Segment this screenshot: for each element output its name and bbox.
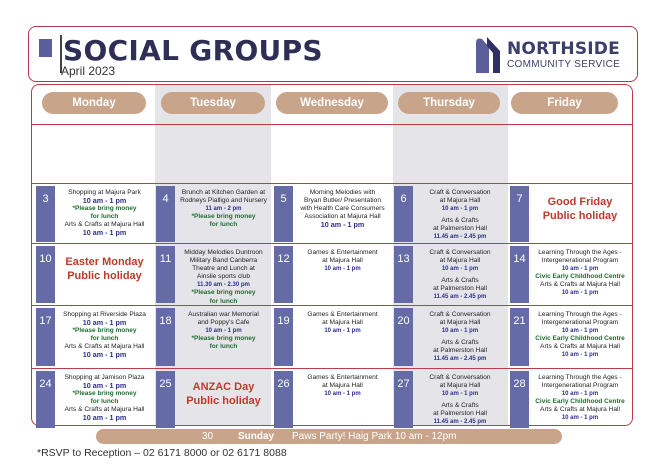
calendar-cell-friday xyxy=(510,308,630,366)
holiday-label: Public holiday xyxy=(67,270,142,282)
calendar-cell-wednesday xyxy=(274,246,391,303)
day-header-wednesday: Wednesday xyxy=(276,92,388,114)
event-line: for lunch xyxy=(90,398,119,406)
date-number: 27 xyxy=(394,371,413,428)
event-line: Shopping at Jamison Plaza xyxy=(64,374,145,381)
event-line: 10 am - 1 pm xyxy=(324,328,361,335)
rsvp-note: *RSVP to Reception – 02 6171 8000 or 02 6171 8088 xyxy=(37,447,287,459)
calendar-cell-thursday xyxy=(394,246,506,303)
cell-content xyxy=(414,246,506,303)
cell-content xyxy=(414,308,506,366)
calendar-cell-thursday xyxy=(394,186,506,242)
event-line: Learning Through the Ages - xyxy=(538,374,622,381)
logo-line-1: NORTHSIDE xyxy=(507,39,620,59)
event-line: Arts & Crafts at Majura Hall xyxy=(64,406,145,414)
date-number: 10 xyxy=(36,246,55,303)
event-line: Arts & Crafts xyxy=(441,277,479,285)
event-line: 10 am - 1 pm xyxy=(561,415,599,422)
event-line: Theatre and Lunch at xyxy=(192,265,255,273)
cell-content xyxy=(56,246,153,303)
event-line: Craft & Conversation xyxy=(429,311,491,318)
event-line: 10 am - 1 pm xyxy=(561,290,599,297)
logo-line-2: COMMUNITY SERVICE xyxy=(507,59,621,70)
event-line: at Palmerston Hall xyxy=(433,285,487,293)
event-line: Arts & Crafts at Majura Hall xyxy=(540,281,620,289)
cell-content xyxy=(414,186,506,242)
event-line: *Please bring money xyxy=(72,390,137,398)
cell-content xyxy=(176,186,271,242)
date-number: 12 xyxy=(274,246,293,303)
event-line: 10 am - 1 pm xyxy=(320,220,365,230)
event-line: at Majura Hall xyxy=(439,257,481,265)
event-line: Rodneys Pialligo and Nursery xyxy=(180,197,267,205)
event-line: Civic Early Childhood Centre xyxy=(535,273,625,281)
event-line: 10 am - 1 pm xyxy=(441,266,479,273)
cell-content xyxy=(414,371,506,428)
event-line: Civic Early Childhood Centre xyxy=(535,398,625,406)
holiday-label: Public holiday xyxy=(542,210,618,222)
cell-content xyxy=(294,371,391,428)
divider-week-4 xyxy=(31,368,633,369)
event-line: at Palmerston Hall xyxy=(433,225,487,233)
event-line: 10 am - 1 pm xyxy=(441,391,479,398)
event-line: for lunch xyxy=(209,221,238,229)
event-line: 11.45 am - 2.45 pm xyxy=(433,234,487,241)
calendar-cell-monday xyxy=(36,186,153,242)
date-number: 3 xyxy=(36,186,55,242)
event-line: Intergenerational Program xyxy=(541,319,619,327)
event-line: *Please bring money xyxy=(191,335,256,343)
event-line: Brunch at Kitchen Garden at xyxy=(181,189,266,196)
page-title: SOCIAL GROUPS xyxy=(63,34,323,67)
event-line: 10 am - 1 pm xyxy=(561,391,599,398)
event-line: Arts & Crafts at Majura Hall xyxy=(540,343,620,351)
event-line: Craft & Conversation xyxy=(429,189,491,196)
event-line: Games & Entertainment xyxy=(307,249,378,256)
calendar-cell-thursday xyxy=(394,371,506,428)
date-number: 26 xyxy=(274,371,293,428)
cell-content xyxy=(294,308,391,366)
event-line: for lunch xyxy=(90,213,119,221)
date-number: 18 xyxy=(156,308,175,366)
calendar-cell-tuesday xyxy=(156,186,271,242)
event-line: 10 am - 1 pm xyxy=(82,318,127,328)
cell-content xyxy=(294,246,391,303)
event-line: 11.45 am - 2.45 pm xyxy=(433,419,487,426)
cell-content xyxy=(56,186,153,242)
calendar-cell-tuesday xyxy=(156,371,271,428)
event-line: 10 am - 1 pm xyxy=(205,328,242,335)
event-line: for lunch xyxy=(90,335,119,343)
date-number: 7 xyxy=(510,186,529,242)
event-line: at Majura Hall xyxy=(322,382,363,390)
cell-content xyxy=(530,186,630,242)
event-line: Intergenerational Program xyxy=(541,257,619,265)
event-line: 10 am - 1 pm xyxy=(82,381,127,391)
cell-content xyxy=(56,371,153,428)
event-line: 10 am - 1 pm xyxy=(324,266,361,273)
calendar-cell-tuesday xyxy=(156,246,271,303)
event-line: 10 am - 1 pm xyxy=(82,413,127,423)
event-line: 10 am - 1 pm xyxy=(324,391,361,398)
date-number: 20 xyxy=(394,308,413,366)
date-number: 13 xyxy=(394,246,413,303)
title-square-icon xyxy=(39,39,52,57)
calendar-cell-friday xyxy=(510,186,630,242)
cell-content xyxy=(56,308,153,366)
date-number: 5 xyxy=(274,186,293,242)
event-line: 10 am - 1 pm xyxy=(561,328,599,335)
divider-week-3 xyxy=(31,305,633,306)
event-line: 11.45 am - 2.45 pm xyxy=(433,356,487,363)
day-header-thursday: Thursday xyxy=(398,92,500,114)
date-number: 21 xyxy=(510,308,529,366)
northside-logo-icon xyxy=(473,35,503,75)
calendar-cell-monday xyxy=(36,371,153,428)
event-line: Arts & Crafts at Majura Hall xyxy=(64,343,145,351)
holiday-label: ANZAC Day xyxy=(192,381,255,393)
event-line: Craft & Conversation xyxy=(429,249,491,256)
event-line: *Please bring money xyxy=(72,205,137,213)
event-line: at Majura Hall xyxy=(439,319,481,327)
cell-content xyxy=(530,371,630,428)
event-line: for lunch xyxy=(209,297,238,305)
sunday-date: 30 xyxy=(202,431,214,442)
calendar-cell-friday xyxy=(510,371,630,428)
event-line: at Palmerston Hall xyxy=(433,347,487,355)
event-line: Craft & Conversation xyxy=(429,374,491,381)
event-line: Arts & Crafts xyxy=(441,402,479,410)
sunday-event: Paws Party! Haig Park 10 am - 12pm xyxy=(292,431,457,442)
date-number: 6 xyxy=(394,186,413,242)
event-line: *Please bring money xyxy=(191,213,256,221)
date-number: 24 xyxy=(36,371,55,428)
divider-header xyxy=(31,124,633,125)
event-line: Games & Entertainment xyxy=(307,311,378,318)
date-number: 25 xyxy=(156,371,175,428)
day-header-monday: Monday xyxy=(42,92,146,114)
calendar-cell-monday xyxy=(36,246,153,303)
date-number: 19 xyxy=(274,308,293,366)
event-line: at Majura Hall xyxy=(439,197,481,205)
event-line: 10 am - 1 pm xyxy=(441,328,479,335)
calendar-cell-wednesday xyxy=(274,186,391,242)
event-line: 10 am - 1 pm xyxy=(82,228,127,238)
divider-week-1 xyxy=(31,183,633,184)
holiday-label: Public holiday xyxy=(186,395,261,407)
event-line: at Majura Hall xyxy=(439,382,481,390)
event-line: 10 am - 1 pm xyxy=(82,350,127,360)
event-line: Arts & Crafts xyxy=(441,339,479,347)
event-line: Morning Melodies with xyxy=(309,189,376,196)
page-subtitle: April 2023 xyxy=(61,64,116,78)
cell-content xyxy=(176,371,271,428)
event-line: and Poppy's Cafe xyxy=(197,319,250,327)
cell-content xyxy=(176,308,271,366)
date-number: 4 xyxy=(156,186,175,242)
calendar-cell-tuesday xyxy=(156,308,271,366)
sunday-label: Sunday xyxy=(238,431,275,442)
event-line: Learning Through the Ages - xyxy=(538,249,622,256)
calendar-cell-monday xyxy=(36,308,153,366)
event-line: Ainslie sports club xyxy=(196,273,251,281)
event-line: Arts & Crafts at Majura Hall xyxy=(540,406,620,414)
date-number: 28 xyxy=(510,371,529,428)
calendar-cell-friday xyxy=(510,246,630,303)
event-line: Civic Early Childhood Centre xyxy=(535,335,625,343)
event-line: Learning Through the Ages - xyxy=(538,311,622,318)
event-line: Bryan Butler/ Presentation xyxy=(304,197,381,205)
event-line: 11.30 am - 2.30 pm xyxy=(197,282,250,289)
event-line: Midday Melodies Duntroon xyxy=(184,249,263,256)
event-line: *Please bring money xyxy=(191,289,256,297)
cell-content xyxy=(530,246,630,303)
date-number: 17 xyxy=(36,308,55,366)
event-line: 10 am - 1 pm xyxy=(561,266,599,273)
event-line: Military Band Canberra xyxy=(189,257,258,265)
cell-content xyxy=(294,186,391,242)
holiday-label: Easter Monday xyxy=(65,256,144,268)
event-line: 10 am - 1 pm xyxy=(82,196,127,206)
date-number: 14 xyxy=(510,246,529,303)
cell-content xyxy=(176,246,271,303)
event-line: at Majura Hall xyxy=(322,319,363,327)
date-number: 11 xyxy=(156,246,175,303)
event-line: 11 am - 2 pm xyxy=(205,206,242,213)
event-line: Shopping at Riverside Plaza xyxy=(63,311,146,318)
event-line: Australian war Memorial xyxy=(188,311,259,318)
event-line: Intergenerational Program xyxy=(541,382,619,390)
divider-week-2 xyxy=(31,243,633,244)
day-header-tuesday: Tuesday xyxy=(161,92,265,114)
calendar-cell-thursday xyxy=(394,308,506,366)
event-line: at Palmerston Hall xyxy=(433,410,487,418)
event-line: Arts & Crafts at Majura Hall xyxy=(64,221,145,229)
event-line: 11.45 am - 2.45 pm xyxy=(433,294,487,301)
day-header-friday: Friday xyxy=(511,92,618,114)
event-line: Shopping at Majura Park xyxy=(68,189,141,196)
event-line: 10 am - 1 pm xyxy=(441,206,479,213)
northside-logo xyxy=(473,33,633,77)
event-line: 10 am - 1 pm xyxy=(561,352,599,359)
event-line: for lunch xyxy=(209,343,238,351)
event-line: at Majura Hall xyxy=(322,257,363,265)
event-line: Games & Entertainment xyxy=(307,374,378,381)
cell-content xyxy=(530,308,630,366)
event-line: with Health Care Consumers xyxy=(300,205,385,213)
event-line: Association at Majura Hall xyxy=(304,213,381,221)
holiday-label: Good Friday xyxy=(547,196,613,208)
event-line: *Please bring money xyxy=(72,327,137,335)
header-box xyxy=(28,26,638,82)
calendar-cell-wednesday xyxy=(274,308,391,366)
calendar-cell-wednesday xyxy=(274,371,391,428)
event-line: Arts & Crafts xyxy=(441,217,479,225)
sunday-event-bar xyxy=(96,429,562,444)
